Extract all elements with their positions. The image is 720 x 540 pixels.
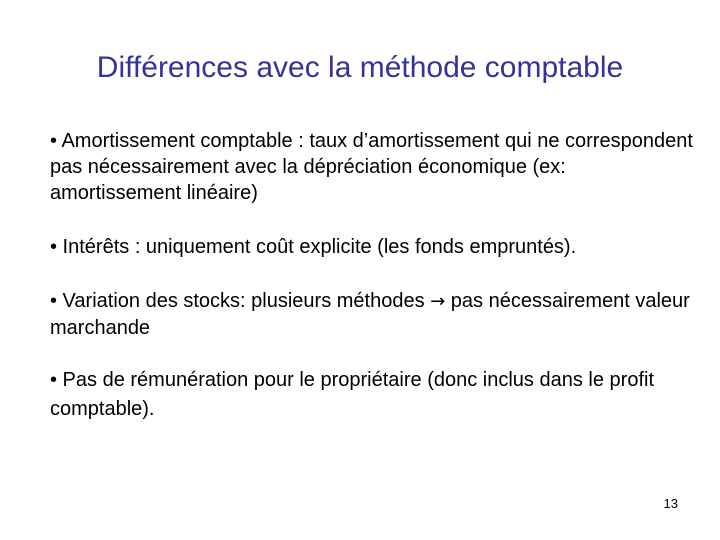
bullet-remuneration: • Pas de rémunération pour le propriétaire (donc inclus dans le profit comptable). (50, 369, 654, 420)
bullet-variation-stocks-text-start: • Variation des stocks: plusieurs méthodes (50, 290, 431, 312)
page-number: 13 (663, 496, 678, 511)
bullet-variation-stocks (50, 288, 700, 341)
bullet-variation-stocks-text-end: pas nécessairement valeur marchande (50, 290, 690, 339)
right-arrow-icon: → (430, 291, 446, 312)
bullet-interets: • Intérêts : uniquement coût explicite (les fonds empruntés). (50, 236, 577, 258)
bullet-amortissement: • Amortissement comptable : taux d’amortissement qui ne correspondent pas nécessairement avec la dépréciation économique (ex: amortissement linéaire) (50, 130, 693, 204)
slide-title: Différences avec la méthode comptable (96, 51, 624, 84)
